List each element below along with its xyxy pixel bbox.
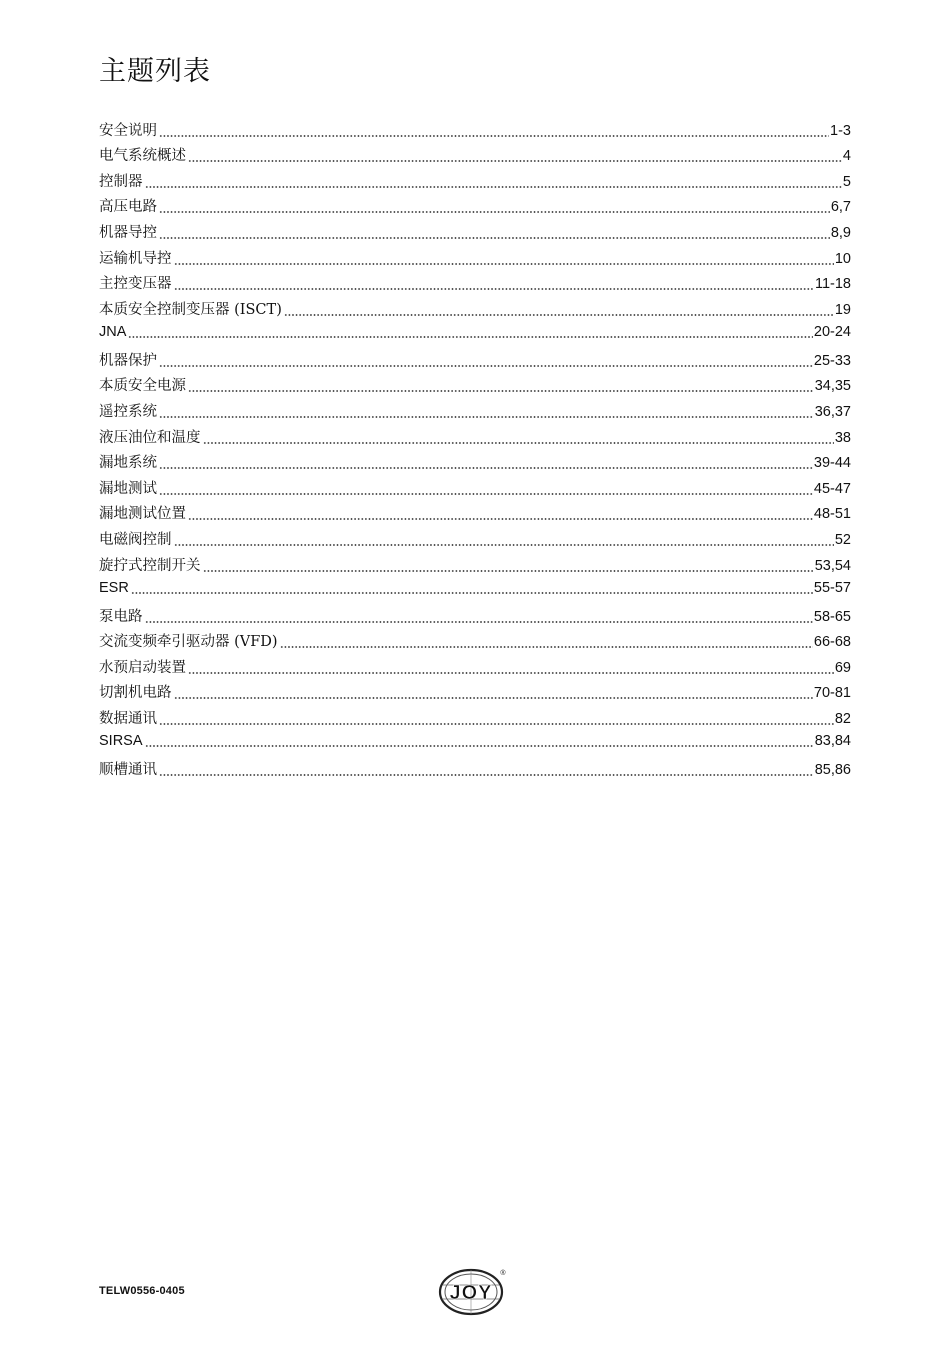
toc-entry-label: 主控变压器: [99, 276, 172, 293]
toc-leader-dots: [159, 237, 830, 239]
toc-entry: [99, 268, 851, 294]
toc-entry-page: 36,37: [814, 403, 851, 420]
toc-entry-page: 83,84: [814, 732, 851, 749]
toc-entry-label: 交流变频牵引驱动器 (VFD): [99, 634, 278, 651]
toc-entry-label: 切割机电路: [99, 685, 172, 702]
toc-entry-page: 85,86: [814, 761, 851, 778]
toc-entry-page: 58-65: [813, 608, 851, 625]
toc-leader-dots: [284, 314, 834, 316]
toc-entry-page: 82: [834, 710, 851, 727]
toc-entry-label: 泵电路: [99, 608, 143, 625]
toc-leader-dots: [174, 263, 834, 265]
toc-entry-page: 8,9: [830, 224, 851, 241]
toc-entry-label: JNA: [99, 323, 127, 340]
toc-entry-page: 34,35: [814, 378, 851, 395]
toc-entry-page: 52: [834, 531, 851, 548]
toc-entry: [99, 523, 851, 549]
toc-leader-dots: [188, 518, 813, 520]
toc-entry-label: 数据通讯: [99, 710, 157, 727]
toc-leader-dots: [280, 646, 813, 648]
toc-entry-label: 漏地测试: [99, 480, 157, 497]
toc-entry: [99, 293, 851, 319]
toc-entry-label: 液压油位和温度: [99, 429, 201, 446]
toc-entry-page: 25-33: [813, 352, 851, 369]
toc-entry-label: 机器保护: [99, 352, 157, 369]
toc-leader-dots: [188, 160, 842, 162]
toc-entry: [99, 140, 851, 166]
toc-entry-page: 45-47: [813, 480, 851, 497]
joy-logo: [437, 1266, 509, 1316]
toc-leader-dots: [159, 493, 813, 495]
toc-entry-label: 漏地测试位置: [99, 506, 186, 523]
toc-entry-label: 本质安全控制变压器 (ISCT): [99, 301, 282, 318]
toc-entry: [99, 370, 851, 396]
toc-entry-label: SIRSA: [99, 732, 143, 749]
toc-entry: [99, 702, 851, 728]
toc-leader-dots: [174, 288, 814, 290]
toc-entry-label: 遥控系统: [99, 403, 157, 420]
toc-leader-dots: [203, 570, 814, 572]
toc-entry-page: 38: [834, 429, 851, 446]
toc-entry: [99, 319, 851, 341]
toc-entry: [99, 191, 851, 217]
toc-entry-label: 电磁阀控制: [99, 531, 172, 548]
toc-entry: [99, 677, 851, 703]
toc-leader-dots: [159, 774, 814, 776]
toc-entry: [99, 728, 851, 750]
toc-leader-dots: [174, 697, 813, 699]
toc-entry: [99, 498, 851, 524]
toc-entry-page: 20-24: [813, 323, 851, 340]
toc-entry-label: 水预启动装置: [99, 659, 186, 676]
toc-entry-label: 运输机导控: [99, 250, 172, 267]
toc-leader-dots: [159, 467, 813, 469]
toc-entry: [99, 165, 851, 191]
toc-entry-page: 4: [842, 148, 851, 165]
toc-entry-label: 顺槽通讯: [99, 761, 157, 778]
toc-entry-page: 53,54: [814, 557, 851, 574]
document-code: TELW0556-0405: [99, 1285, 185, 1297]
toc-leader-dots: [159, 416, 814, 418]
toc-entry-page: 55-57: [813, 579, 851, 596]
toc-leader-dots: [145, 186, 842, 188]
toc-entry-page: 10: [834, 250, 851, 267]
toc-entry: [99, 651, 851, 677]
toc-entry-label: 电气系统概述: [99, 148, 186, 165]
toc-entry: [99, 597, 851, 626]
toc-entry-label: 漏地系统: [99, 455, 157, 472]
joy-logo-text: JOY: [449, 1282, 493, 1304]
toc-leader-dots: [159, 135, 829, 137]
toc-leader-dots: [159, 211, 830, 213]
toc-entry-page: 6,7: [830, 199, 851, 216]
toc-entry-label: 高压电路: [99, 199, 157, 216]
toc-entry-page: 5: [842, 173, 851, 190]
page-title: 主题列表: [99, 56, 211, 87]
toc-entry: [99, 421, 851, 447]
toc-entry-label: 安全说明: [99, 122, 157, 139]
toc-entry-page: 1-3: [830, 122, 851, 139]
toc-entry: [99, 395, 851, 421]
toc-entry: [99, 626, 851, 652]
table-of-contents: [99, 114, 851, 779]
toc-leader-dots: [174, 544, 834, 546]
toc-leader-dots: [159, 723, 834, 725]
toc-entry-page: 39-44: [813, 455, 851, 472]
toc-entry: [99, 549, 851, 575]
toc-entry: [99, 472, 851, 498]
toc-entry-page: 66-68: [813, 634, 851, 651]
toc-entry-page: 19: [834, 301, 851, 318]
toc-entry: [99, 114, 851, 140]
toc-leader-dots: [128, 336, 813, 338]
toc-entry: [99, 750, 851, 779]
toc-leader-dots: [203, 442, 834, 444]
registered-mark: ®: [500, 1270, 506, 1277]
toc-entry: [99, 341, 851, 370]
toc-entry-label: 机器导控: [99, 224, 157, 241]
toc-entry: [99, 242, 851, 268]
toc-entry-label: 控制器: [99, 173, 143, 190]
toc-entry-page: 48-51: [813, 506, 851, 523]
toc-leader-dots: [188, 672, 834, 674]
toc-leader-dots: [159, 365, 813, 367]
toc-entry-label: 旋拧式控制开关: [99, 557, 201, 574]
toc-entry: [99, 216, 851, 242]
toc-entry-label: 本质安全电源: [99, 378, 186, 395]
toc-entry-page: 11-18: [814, 276, 851, 293]
toc-entry-page: 69: [834, 659, 851, 676]
toc-leader-dots: [131, 592, 813, 594]
toc-leader-dots: [145, 621, 813, 623]
toc-entry-label: ESR: [99, 579, 129, 596]
toc-leader-dots: [145, 745, 814, 747]
toc-leader-dots: [188, 390, 814, 392]
toc-entry: [99, 575, 851, 597]
toc-entry-page: 70-81: [813, 685, 851, 702]
toc-entry: [99, 447, 851, 473]
